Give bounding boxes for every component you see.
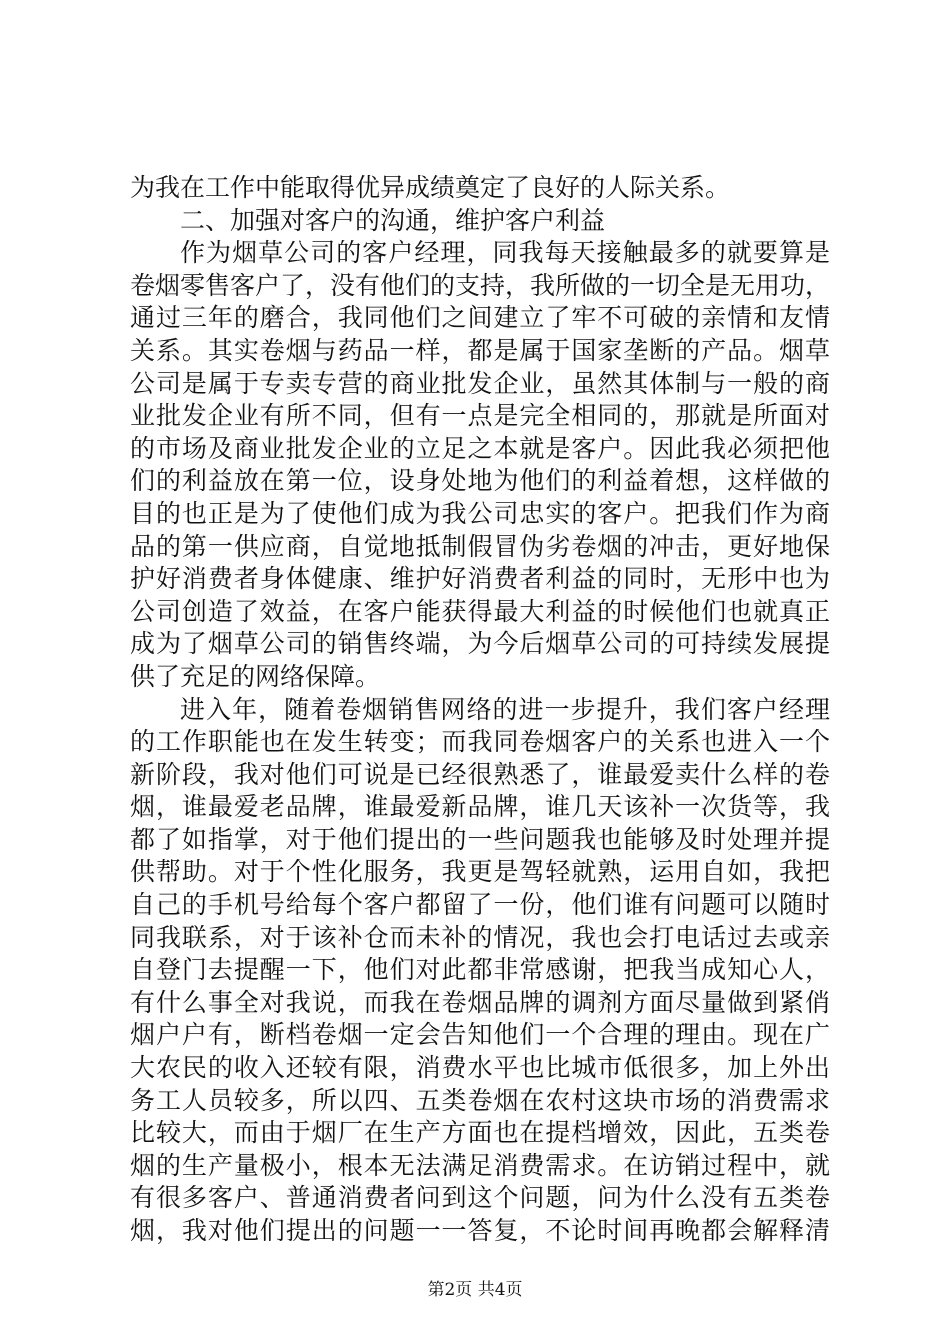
text-line: 比较大，而由于烟厂在生产方面也在提档增效，因此，五类卷 xyxy=(130,1118,830,1148)
text-line: 护好消费者身体健康、维护好消费者利益的同时，无形中也为 xyxy=(130,564,830,594)
text-line: 有很多客户、普通消费者问到这个问题，问为什么没有五类卷 xyxy=(130,1183,830,1213)
text-line: 供了充足的网络保障。 xyxy=(130,661,381,691)
text-line: 目的也正是为了使他们成为我公司忠实的客户。把我们作为商 xyxy=(130,498,830,528)
text-line: 烟，我对他们提出的问题一一答复，不论时间再晚都会解释清 xyxy=(130,1216,830,1245)
text-line: 进入年，随着卷烟销售网络的进一步提升，我们客户经理 xyxy=(180,694,830,724)
text-line: 供帮助。对于个性化服务，我更是驾轻就熟，运用自如，我把 xyxy=(130,857,830,887)
text-line: 烟的生产量极小，根本无法满足消费需求。在访销过程中，就 xyxy=(130,1150,830,1180)
text-line: 同我联系，对于该补仓而未补的情况，我也会打电话过去或亲 xyxy=(130,922,830,952)
text-line: 都了如指掌，对于他们提出的一些问题我也能够及时处理并提 xyxy=(130,824,830,854)
text-line: 务工人员较多，所以四、五类卷烟在农村这块市场的消费需求 xyxy=(130,1085,830,1115)
text-line: 通过三年的磨合，我同他们之间建立了牢不可破的亲情和友情 xyxy=(130,303,830,333)
text-line: 烟，谁最爱老品牌，谁最爱新品牌，谁几天该补一次货等，我 xyxy=(130,792,830,822)
text-line: 卷烟零售客户了，没有他们的支持，我所做的一切全是无用功， xyxy=(130,270,831,300)
text-line: 品的第一供应商，自觉地抵制假冒伪劣卷烟的冲击，更好地保 xyxy=(130,531,830,561)
text-line: 作为烟草公司的客户经理，同我每天接触最多的就要算是 xyxy=(180,238,830,268)
text-line: 成为了烟草公司的销售终端，为今后烟草公司的可持续发展提 xyxy=(130,629,830,659)
text-line: 公司创造了效益，在客户能获得最大利益的时候他们也就真正 xyxy=(130,596,830,626)
text-line: 的工作职能也在发生转变；而我同卷烟客户的关系也进入一个 xyxy=(130,727,830,757)
page-number-footer: 第2页 共4页 xyxy=(427,1280,523,1300)
text-line: 为我在工作中能取得优异成绩奠定了良好的人际关系。 xyxy=(130,173,731,202)
body-text xyxy=(130,172,830,1248)
text-line: 二、加强对客户的沟通，维护客户利益 xyxy=(180,205,606,235)
text-line: 自己的手机号给每个客户都留了一份，他们谁有问题可以随时 xyxy=(130,890,830,920)
text-line: 业批发企业有所不同，但有一点是完全相同的，那就是所面对 xyxy=(130,401,830,431)
text-line: 自登门去提醒一下，他们对此都非常感谢，把我当成知心人， xyxy=(130,955,830,985)
text-line: 有什么事全对我说，而我在卷烟品牌的调剂方面尽量做到紧俏 xyxy=(130,987,830,1017)
text-line: 的市场及商业批发企业的立足之本就是客户。因此我必须把他 xyxy=(130,433,830,463)
text-line: 新阶段，我对他们可说是已经很熟悉了，谁最爱卖什么样的卷 xyxy=(130,759,830,789)
text-line: 们的利益放在第一位，设身处地为他们的利益着想，这样做的 xyxy=(130,466,830,496)
text-line: 大农民的收入还较有限，消费水平也比城市低很多，加上外出 xyxy=(130,1053,830,1083)
text-line: 公司是属于专卖专营的商业批发企业，虽然其体制与一般的商 xyxy=(130,368,830,398)
text-line: 关系。其实卷烟与药品一样，都是属于国家垄断的产品。烟草 xyxy=(130,335,830,365)
text-line: 烟户户有，断档卷烟一定会告知他们一个合理的理由。现在广 xyxy=(130,1020,830,1050)
